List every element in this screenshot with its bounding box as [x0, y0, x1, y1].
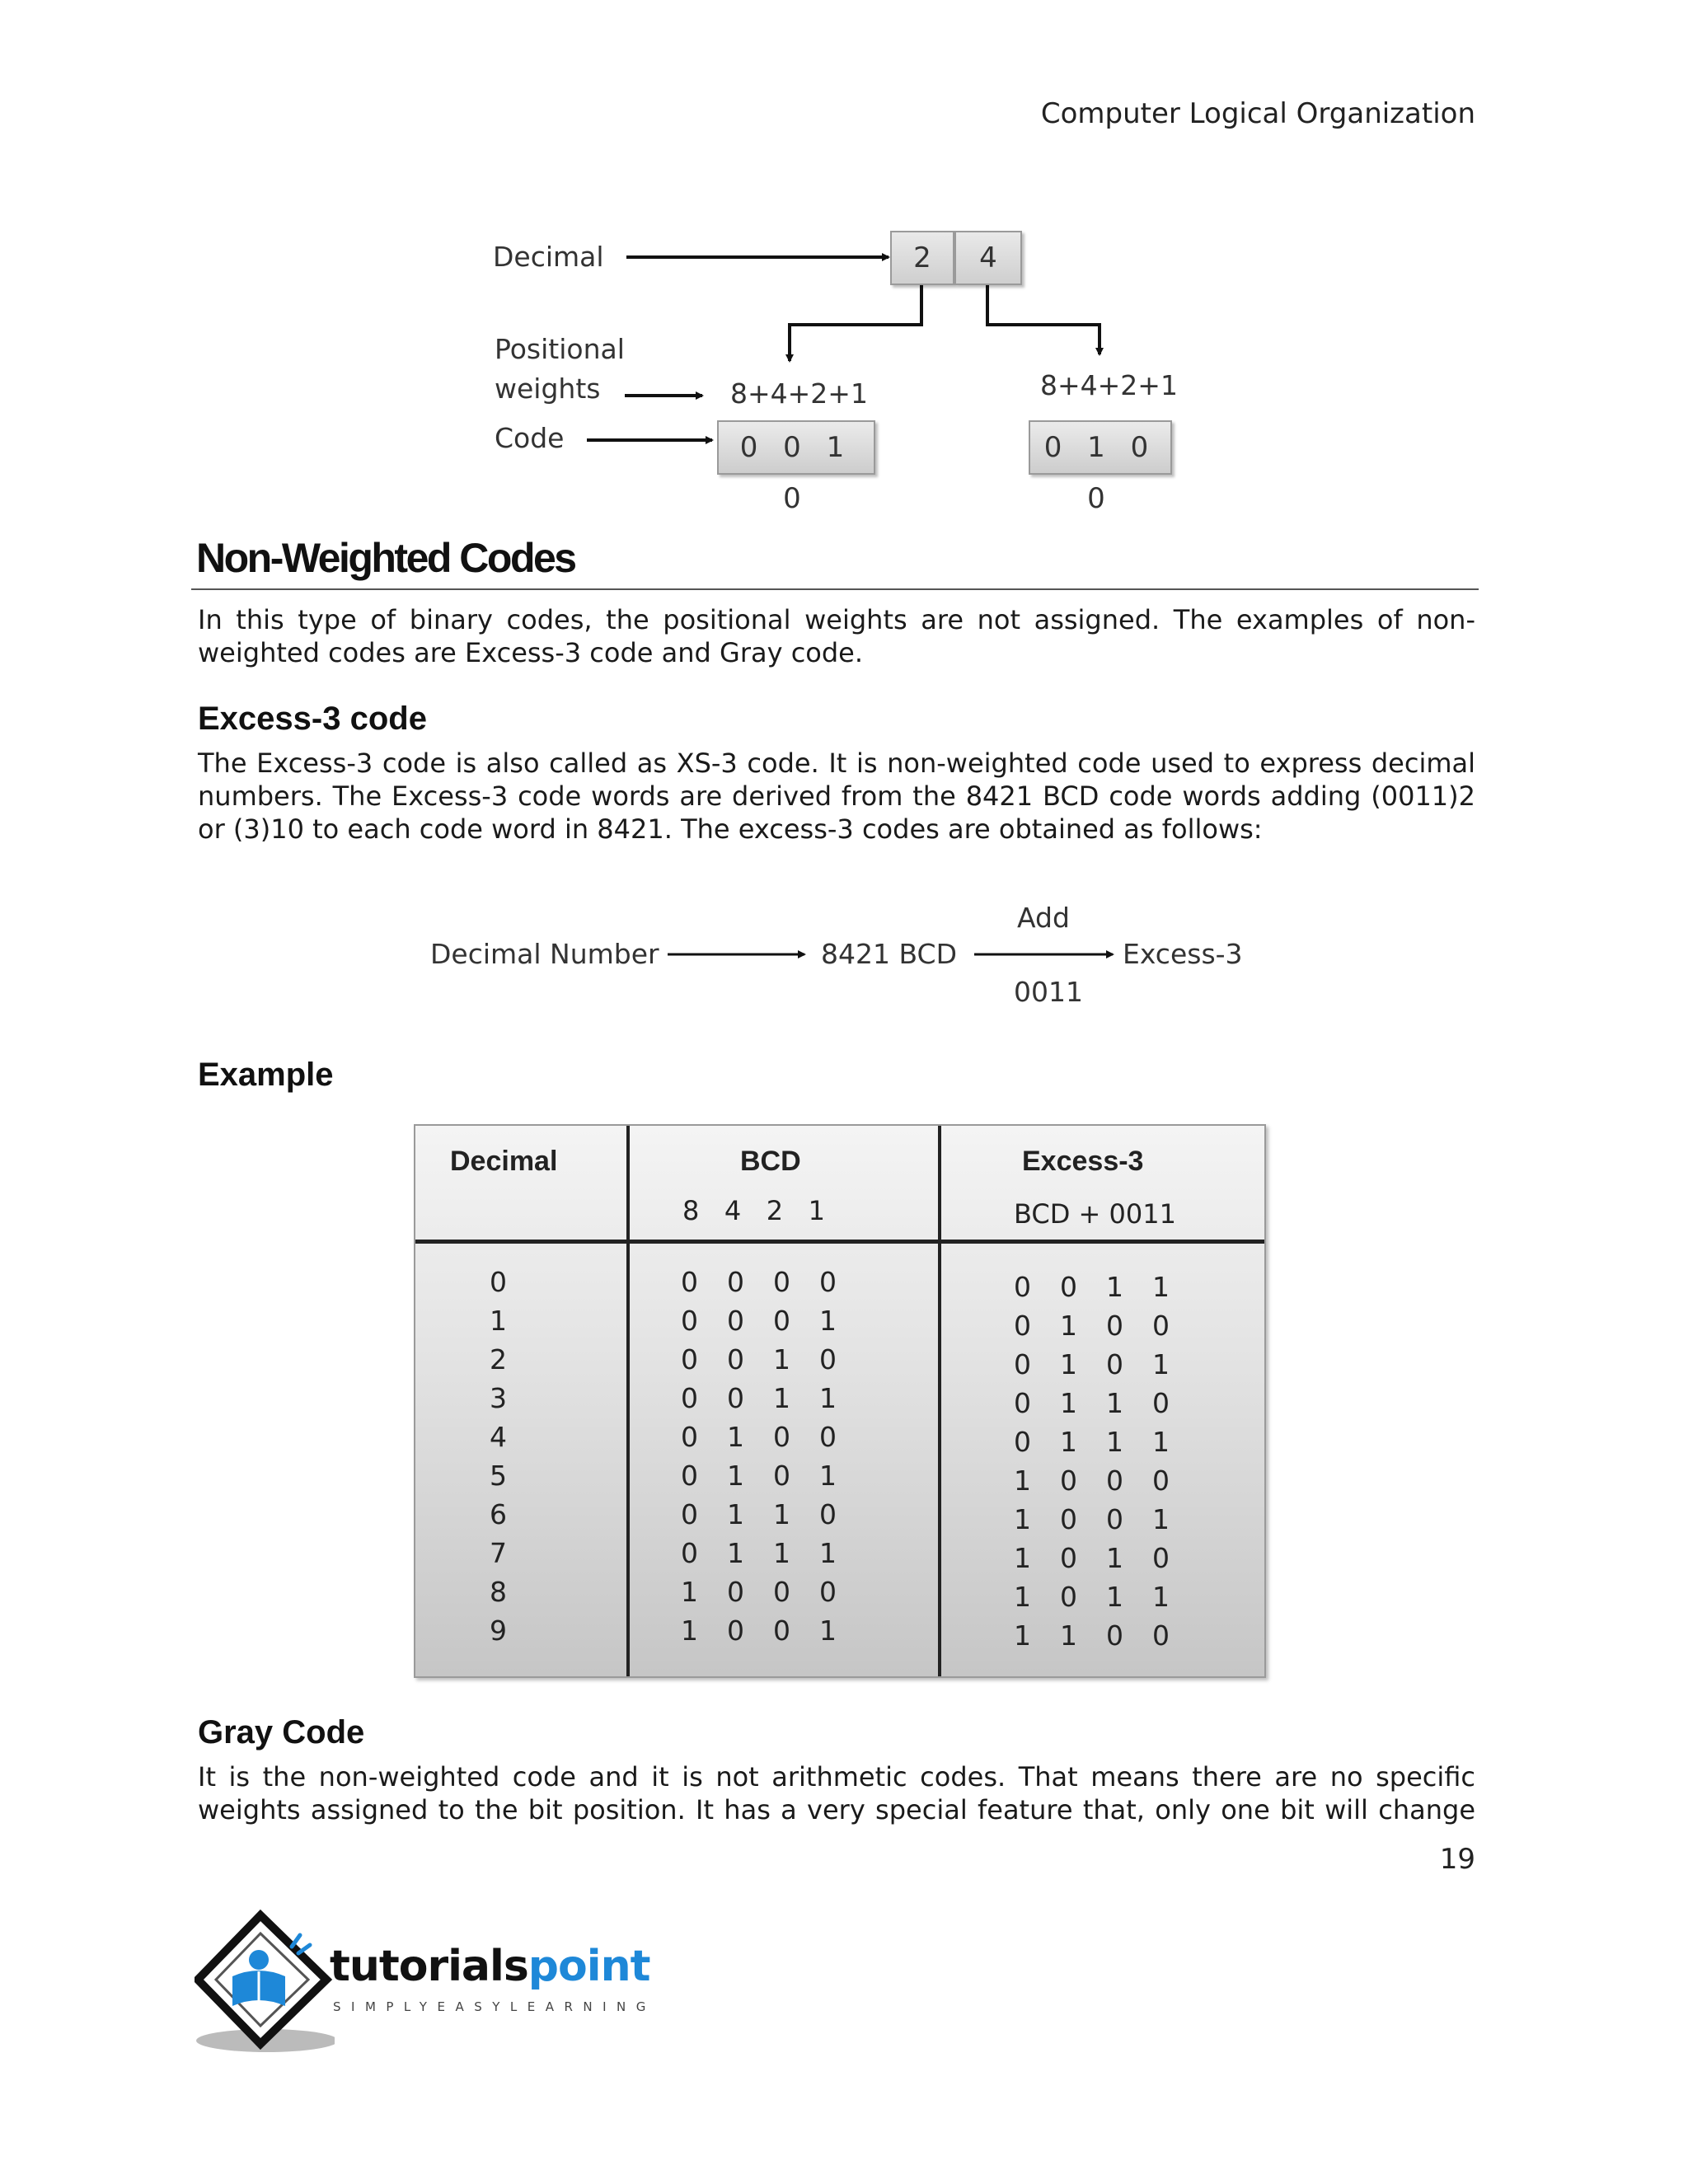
- excess3-bit: 1: [1014, 1503, 1031, 1535]
- label-code: Code: [495, 422, 565, 454]
- section-title-rule: [191, 588, 1479, 590]
- bcd-bit: 0: [773, 1460, 790, 1492]
- bcd-cell: [681, 1572, 865, 1611]
- bcd-cell: [681, 1379, 865, 1418]
- section-intro: In this type of binary codes, the positional weights are not assigned. The examples of non-weighted codes are Excess-3 code and Gray code.: [198, 604, 1475, 668]
- bcd-bit: 1: [681, 1576, 698, 1608]
- bcd-bit: 1: [727, 1460, 744, 1492]
- running-header: Computer Logical Organization: [1040, 97, 1475, 130]
- excess3-bit: 1: [1060, 1426, 1077, 1458]
- decimal-cell: 4: [490, 1421, 507, 1453]
- excess3-bit: 1: [1152, 1271, 1170, 1303]
- excess3-bit: 1: [1060, 1387, 1077, 1419]
- bcd-column: [681, 1263, 865, 1650]
- decimal-cell: 2: [490, 1343, 507, 1376]
- bcd-bit: 1: [773, 1537, 790, 1569]
- decimal-cell: 8: [490, 1576, 507, 1608]
- bcd-bit: 1: [727, 1537, 744, 1569]
- arrow-digit-left: [790, 284, 921, 361]
- excess3-bit: 1: [1152, 1348, 1170, 1380]
- section-title: Non-Weighted Codes: [196, 535, 575, 581]
- excess3-cell: [1014, 1616, 1198, 1655]
- flow-bcd: 8421 BCD: [821, 938, 957, 970]
- bcd-bit: 0: [727, 1343, 744, 1376]
- table-header-rule: [415, 1240, 1264, 1244]
- bcd-bit: 0: [727, 1305, 744, 1337]
- gray-body: It is the non-weighted code and it is not arithmetic codes. That means there are no specific weights assigned to the bit position. It has a very special feature that, only one bit will change: [198, 1761, 1475, 1825]
- excess3-cell: [1014, 1539, 1198, 1577]
- excess3-subheader: BCD + 0011: [1014, 1198, 1176, 1230]
- excess3-body: The Excess-3 code is also called as XS-3 code. It is non-weighted code used to express decimal numbers. The Excess-3 code words are derived from the 8421 BCD code words adding (0011)2 or (3)10 to each code word in 8421. The excess-3 codes are obtained as follows:: [198, 748, 1475, 845]
- table-vrule-2: [938, 1126, 941, 1676]
- bcd-bit: 0: [773, 1305, 790, 1337]
- bcd-bit: 0: [727, 1615, 744, 1647]
- label-weights: weights: [495, 373, 601, 405]
- excess3-cell: [1014, 1384, 1198, 1422]
- bcd-bit: 0: [727, 1382, 744, 1414]
- bcd-bit: 0: [819, 1576, 837, 1608]
- weights-right: 8+4+2+1: [1040, 369, 1178, 401]
- decimal-cell: 0: [490, 1266, 507, 1298]
- excess3-bit: 1: [1060, 1619, 1077, 1652]
- bcd-bit: 1: [819, 1382, 837, 1414]
- excess3-bit: 0: [1106, 1503, 1123, 1535]
- code-box-left: 0 0 1 0: [717, 420, 875, 475]
- excess3-cell: [1014, 1461, 1198, 1500]
- excess3-table: [414, 1124, 1266, 1678]
- excess3-bit: 0: [1152, 1465, 1170, 1497]
- excess3-bit: 0: [1014, 1348, 1031, 1380]
- excess3-bit: 0: [1060, 1503, 1077, 1535]
- bcd-bit: 0: [681, 1537, 698, 1569]
- bcd-cell: [681, 1534, 865, 1572]
- excess3-bit: 0: [1152, 1310, 1170, 1342]
- bcd-bit: 0: [681, 1305, 698, 1337]
- decimal-cell: 9: [490, 1615, 507, 1647]
- excess3-cell: [1014, 1422, 1198, 1461]
- bcd-weights-diagram: [0, 0, 1688, 515]
- bcd-bit: 0: [681, 1421, 698, 1453]
- tutorialspoint-logo: [195, 1909, 673, 2057]
- excess3-cell: [1014, 1345, 1198, 1384]
- decimal-column: [490, 1263, 507, 1650]
- bcd-cell: [681, 1301, 865, 1340]
- excess3-bit: 0: [1106, 1619, 1123, 1652]
- excess3-bit: 1: [1152, 1503, 1170, 1535]
- gray-heading: Gray Code: [198, 1714, 365, 1750]
- excess3-bit: 0: [1060, 1542, 1077, 1574]
- bcd-bit: 0: [681, 1382, 698, 1414]
- excess3-bit: 0: [1014, 1271, 1031, 1303]
- bcd-cell: [681, 1263, 865, 1301]
- bcd-bit: 0: [773, 1576, 790, 1608]
- bcd-bit: 1: [681, 1615, 698, 1647]
- bcd-weights-subheader: 8 4 2 1: [682, 1195, 825, 1226]
- bcd-bit: 0: [773, 1421, 790, 1453]
- excess3-bit: 1: [1152, 1581, 1170, 1613]
- weights-left: 8+4+2+1: [730, 377, 868, 410]
- excess3-bit: 1: [1014, 1465, 1031, 1497]
- digit-box-left: 2: [890, 231, 954, 285]
- bcd-cell: [681, 1495, 865, 1534]
- logo-tagline: SIMPLYEASYLEARNING: [333, 1999, 656, 2014]
- excess3-bit: 1: [1106, 1542, 1123, 1574]
- bcd-bit: 0: [727, 1266, 744, 1298]
- excess3-bit: 1: [1106, 1271, 1123, 1303]
- flow-excess3: Excess-3: [1123, 938, 1243, 970]
- bcd-bit: 0: [819, 1498, 837, 1530]
- excess3-bit: 1: [1014, 1619, 1031, 1652]
- flow-add: Add: [1017, 902, 1070, 934]
- excess3-bit: 0: [1106, 1310, 1123, 1342]
- bcd-bit: 0: [773, 1266, 790, 1298]
- excess3-bit: 0: [1152, 1387, 1170, 1419]
- code-box-right: 0 1 0 0: [1029, 420, 1172, 475]
- excess3-bit: 1: [1060, 1348, 1077, 1380]
- excess3-flow-diagram: [0, 890, 1688, 1022]
- excess3-bit: 1: [1106, 1426, 1123, 1458]
- logo-word-b: point: [528, 1942, 650, 1991]
- arrow-digit-right: [987, 284, 1100, 354]
- excess3-heading: Excess-3 code: [198, 701, 427, 737]
- excess3-bit: 1: [1106, 1581, 1123, 1613]
- digit-box-right: 4: [954, 231, 1022, 285]
- bcd-bit: 1: [773, 1382, 790, 1414]
- bcd-bit: 0: [819, 1421, 837, 1453]
- logo-mark-icon: [195, 1909, 335, 2057]
- bcd-bit: 0: [819, 1266, 837, 1298]
- excess3-bit: 1: [1106, 1387, 1123, 1419]
- decimal-cell: 6: [490, 1498, 507, 1530]
- bcd-bit: 1: [819, 1615, 837, 1647]
- excess3-bit: 0: [1060, 1271, 1077, 1303]
- bcd-bit: 0: [681, 1460, 698, 1492]
- excess3-bit: 1: [1014, 1581, 1031, 1613]
- excess3-bit: 1: [1152, 1426, 1170, 1458]
- flow-addend: 0011: [1014, 976, 1083, 1008]
- excess3-cell: [1014, 1500, 1198, 1539]
- excess3-bit: 0: [1014, 1387, 1031, 1419]
- page-number: 19: [1439, 1843, 1475, 1876]
- label-decimal: Decimal: [493, 241, 604, 273]
- bcd-bit: 1: [819, 1537, 837, 1569]
- bcd-bit: 1: [727, 1498, 744, 1530]
- bcd-bit: 1: [819, 1460, 837, 1492]
- bcd-bit: 1: [773, 1498, 790, 1530]
- excess3-cell: [1014, 1577, 1198, 1616]
- col-header-excess3: Excess-3: [1022, 1146, 1144, 1177]
- decimal-cell: 1: [490, 1305, 507, 1337]
- excess3-column: [1014, 1268, 1198, 1655]
- bcd-cell: [681, 1456, 865, 1495]
- col-header-decimal: Decimal: [450, 1146, 558, 1177]
- excess3-cell: [1014, 1268, 1198, 1306]
- excess3-bit: 0: [1014, 1426, 1031, 1458]
- bcd-cell: [681, 1418, 865, 1456]
- decimal-cell: 5: [490, 1460, 507, 1492]
- flow-decimal-number: Decimal Number: [430, 938, 659, 970]
- logo-wordmark: [330, 1942, 649, 1991]
- excess3-bit: 0: [1106, 1348, 1123, 1380]
- excess3-bit: 0: [1060, 1465, 1077, 1497]
- label-positional: Positional: [495, 333, 625, 365]
- excess3-bit: 0: [1152, 1619, 1170, 1652]
- excess3-cell: [1014, 1306, 1198, 1345]
- bcd-bit: 1: [773, 1343, 790, 1376]
- logo-word-a: tutorials: [330, 1942, 528, 1991]
- excess3-bit: 0: [1014, 1310, 1031, 1342]
- bcd-bit: 0: [681, 1498, 698, 1530]
- bcd-bit: 1: [819, 1305, 837, 1337]
- excess3-bit: 1: [1060, 1310, 1077, 1342]
- decimal-cell: 7: [490, 1537, 507, 1569]
- excess3-bit: 1: [1014, 1542, 1031, 1574]
- bcd-cell: [681, 1340, 865, 1379]
- bcd-bit: 0: [819, 1343, 837, 1376]
- bcd-bit: 0: [681, 1266, 698, 1298]
- bcd-bit: 0: [773, 1615, 790, 1647]
- table-vrule-1: [626, 1126, 630, 1676]
- decimal-cell: 3: [490, 1382, 507, 1414]
- bcd-bit: 1: [727, 1421, 744, 1453]
- col-header-bcd: BCD: [740, 1146, 801, 1177]
- example-heading: Example: [198, 1057, 334, 1093]
- bcd-cell: [681, 1611, 865, 1650]
- bcd-bit: 0: [727, 1576, 744, 1608]
- excess3-bit: 0: [1152, 1542, 1170, 1574]
- excess3-bit: 0: [1106, 1465, 1123, 1497]
- excess3-bit: 0: [1060, 1581, 1077, 1613]
- bcd-bit: 0: [681, 1343, 698, 1376]
